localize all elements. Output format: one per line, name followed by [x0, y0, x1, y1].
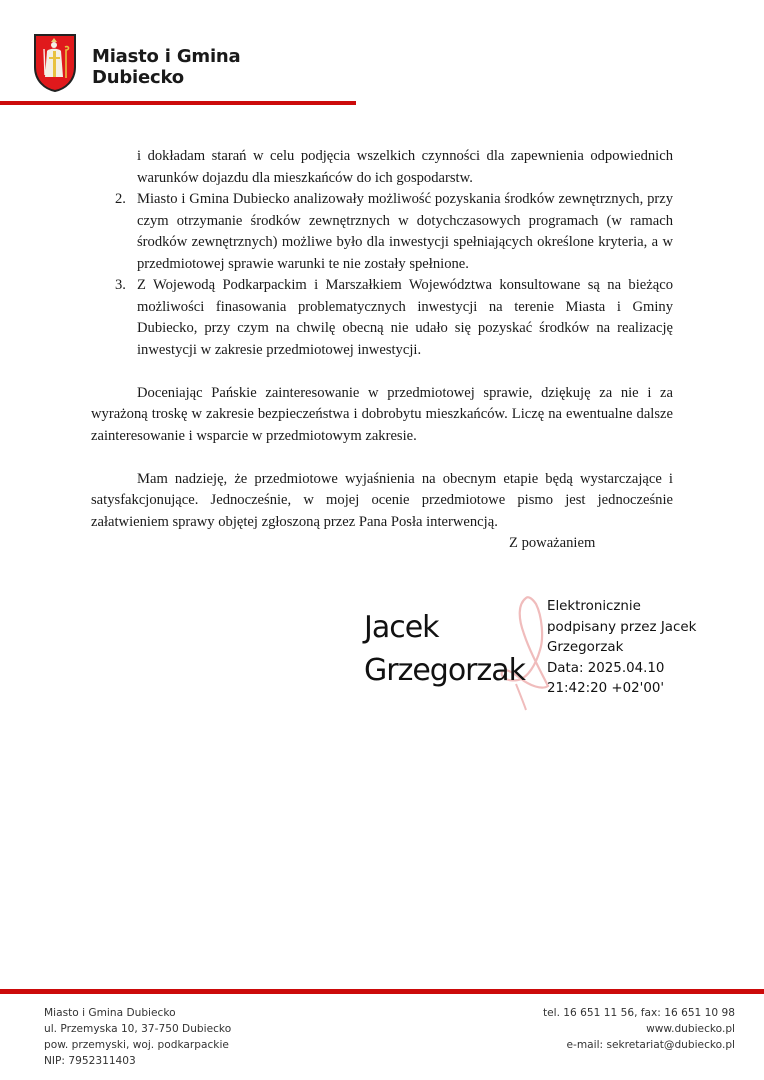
footer-region: pow. przemyski, woj. podkarpackie	[44, 1039, 229, 1051]
list-item-number: 2.	[115, 191, 126, 207]
list-item	[91, 275, 673, 361]
footer-nip: NIP: 7952311403	[44, 1055, 136, 1067]
signer-first-name: Jacek	[364, 610, 439, 645]
paragraph: Doceniając Pańskie zainteresowanie w przedmiotowej sprawie, dziękuję za nie i za wyrażoną troskę w zakresie bezpieczeństwa i dobrobytu mieszkańców. Liczę na ewentualne dalsze zainteresowanie i wsparcie w przedmiotowym zakresie.	[91, 384, 673, 444]
org-name-line1: Miasto i Gmina	[92, 46, 241, 67]
signature-time: 21:42:20 +02'00'	[547, 681, 665, 696]
list-item-text: Miasto i Gmina Dubiecko analizowały możliwość pozyskania środków zewnętrznych, przy czym otrzymanie środków zewnętrznych w dotychczasowych programach (w ramach środków zewnętrznych) możliwe było dla inwestycji spełniających określone kryteria, a w przedmiotowej sprawie warunki te nie zostały spełnione.	[137, 191, 673, 272]
footer-org-name: Miasto i Gmina Dubiecko	[44, 1007, 176, 1019]
signature-date: Data: 2025.04.10	[547, 660, 665, 676]
signer-last-name: Grzegorzak	[364, 653, 526, 688]
signature-details	[547, 597, 696, 700]
list-item-number: 3.	[115, 277, 126, 293]
coat-of-arms-icon	[33, 33, 77, 93]
org-name-line2: Dubiecko	[92, 67, 184, 88]
header-divider	[0, 101, 356, 105]
footer-address	[44, 1005, 231, 1069]
footer-email-link[interactable]: e-mail: sekretariat@dubiecko.pl	[566, 1039, 735, 1051]
closing-salutation: Z poważaniem	[509, 535, 596, 551]
paragraph: Mam nadzieję, że przedmiotowe wyjaśnienia na obecnym etapie będą wystarczające i satysfakcjonujące. Jednocześnie, w mojej ocenie przedmiotowe pismo jest jednocześnie załatwieniem sprawy objętej zgłoszoną przez Pana Posła interwencją.	[91, 470, 673, 530]
footer-website-link[interactable]: www.dubiecko.pl	[646, 1023, 735, 1035]
footer-contact	[543, 1005, 735, 1053]
list-item-text: Z Wojewodą Podkarpackim i Marszałkiem Województwa konsultowane są na bieżąco możliwości finasowania problematycznych inwestycji na terenie Miasta i Gminy Dubiecko, przy czym na chwilę obecną nie udało się pozyskać środków na realizację inwestycji w zakresie przedmiotowej inwestycji.	[137, 277, 673, 358]
list-item-1-continuation: i dokładam starań w celu podjęcia wszelkich czynności dla zapewnienia odpowiednich warunków dojazdu dla mieszkańców do ich gospodarstw.	[137, 148, 673, 186]
signature-detail-line: podpisany przez Jacek	[547, 619, 697, 635]
org-name	[92, 46, 240, 88]
letter-body	[91, 146, 673, 533]
signature-detail-line: Grzegorzak	[547, 640, 624, 655]
list-item	[91, 189, 673, 275]
signer-name	[364, 606, 525, 692]
footer-divider	[0, 989, 764, 994]
footer-street: ul. Przemyska 10, 37-750 Dubiecko	[44, 1023, 232, 1035]
footer-phone-fax: tel. 16 651 11 56, fax: 16 651 10 98	[542, 1007, 735, 1019]
signature-detail-line: Elektronicznie	[547, 599, 641, 614]
